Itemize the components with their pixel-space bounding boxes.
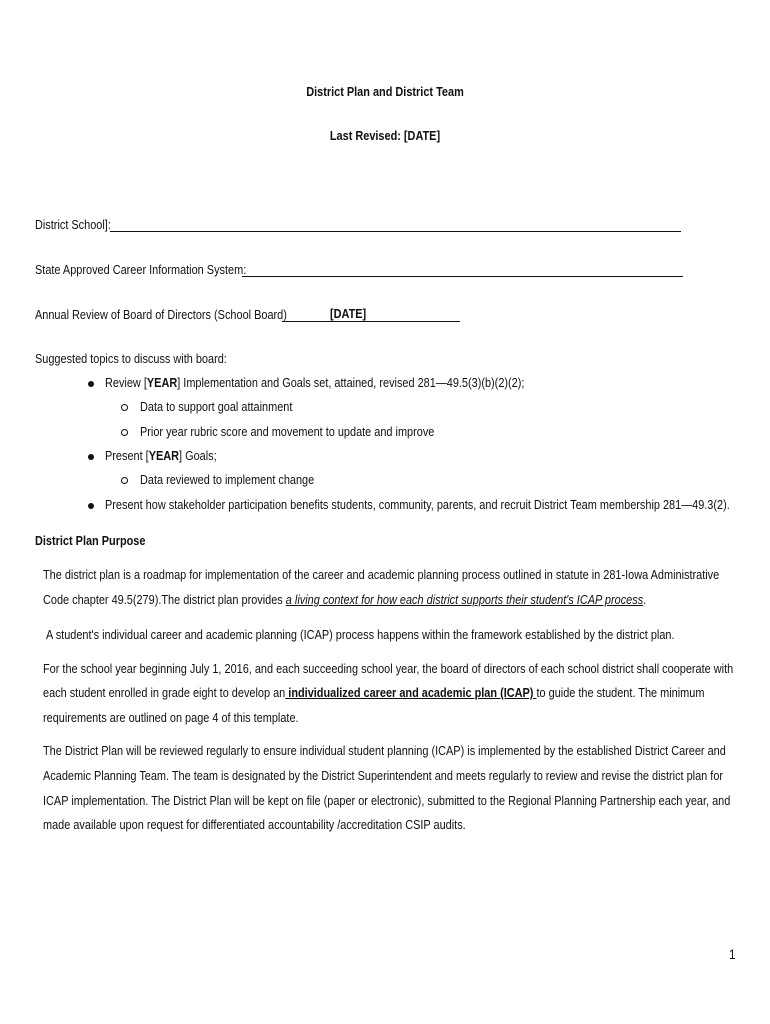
district-school-label: District School]: [35,217,111,232]
bullet-icon [88,381,94,387]
purpose-p1-line2: Code chapter 49.5(279).The district plan provides a living context for how each district supports their student's ICAP process. [43,592,647,607]
district-school-line [110,231,681,232]
purpose-p3-line3: requirements are outlined on page 4 of this template. [43,710,299,725]
last-revised: Last Revised: [DATE] [329,128,441,143]
career-system-label: State Approved Career Information System: [35,262,247,277]
purpose-p4-line4: made available upon request for differentiated accountability /accreditation CSIP audits. [43,817,466,832]
annual-review-line [282,321,460,322]
circle-bullet-icon [121,404,128,411]
icap-context-link[interactable]: a living context for how each district supports their student's ICAP process [285,592,644,607]
topic-review-sub-1: Data to support goal attainment [140,399,293,414]
topic-present-sub-1: Data reviewed to implement change [140,472,315,487]
purpose-p3-line2: each student enrolled in grade eight to develop an individualized career and academic plan (ICAP) to guide the student. The minimum [43,685,705,700]
circle-bullet-icon [121,429,128,436]
page-number: 1 [729,946,736,962]
bullet-icon [88,454,94,460]
purpose-p3-line1: For the school year beginning July 1, 2016, and each succeeding school year, the board of directors of each school district shall cooperate with [43,661,734,676]
bullet-icon [88,503,94,509]
annual-review-label: Annual Review of Board of Directors (School Board) [35,307,287,322]
page-title: District Plan and District Team [306,84,464,99]
purpose-p2: A student's individual career and academic planning (ICAP) process happens within the framework established by the district plan. [46,627,675,642]
section-heading: District Plan Purpose [35,533,146,548]
topics-intro: Suggested topics to discuss with board: [35,351,227,366]
icap-link[interactable]: individualized career and academic plan (ICAP) [285,685,537,700]
annual-review-date: [DATE] [330,306,367,321]
topic-stakeholder: Present how stakeholder participation benefits students, community, parents, and recruit District Team membership 281—49.3(2). [105,497,730,512]
career-system-line [242,276,683,277]
purpose-p1-line1: The district plan is a roadmap for implementation of the career and academic planning process outlined in statute in 281-Iowa Administrative [43,567,720,582]
purpose-p4-line1: The District Plan will be reviewed regularly to ensure individual student planning (ICAP) is implemented by the established District Career and [43,743,726,758]
topic-review-sub-2: Prior year rubric score and movement to update and improve [140,424,435,439]
purpose-p4-line2: Academic Planning Team. The team is designated by the District Superintendent and meets regularly to review and revise the district plan for [43,768,724,783]
circle-bullet-icon [121,477,128,484]
purpose-p4-line3: ICAP implementation. The District Plan will be kept on file (paper or electronic), submitted to the Regional Planning Partnership each year, and [43,793,731,808]
topic-present: Present [YEAR] Goals; [105,448,217,463]
topic-review: Review [YEAR] Implementation and Goals set, attained, revised 281—49.5(3)(b)(2)(2); [105,375,525,390]
